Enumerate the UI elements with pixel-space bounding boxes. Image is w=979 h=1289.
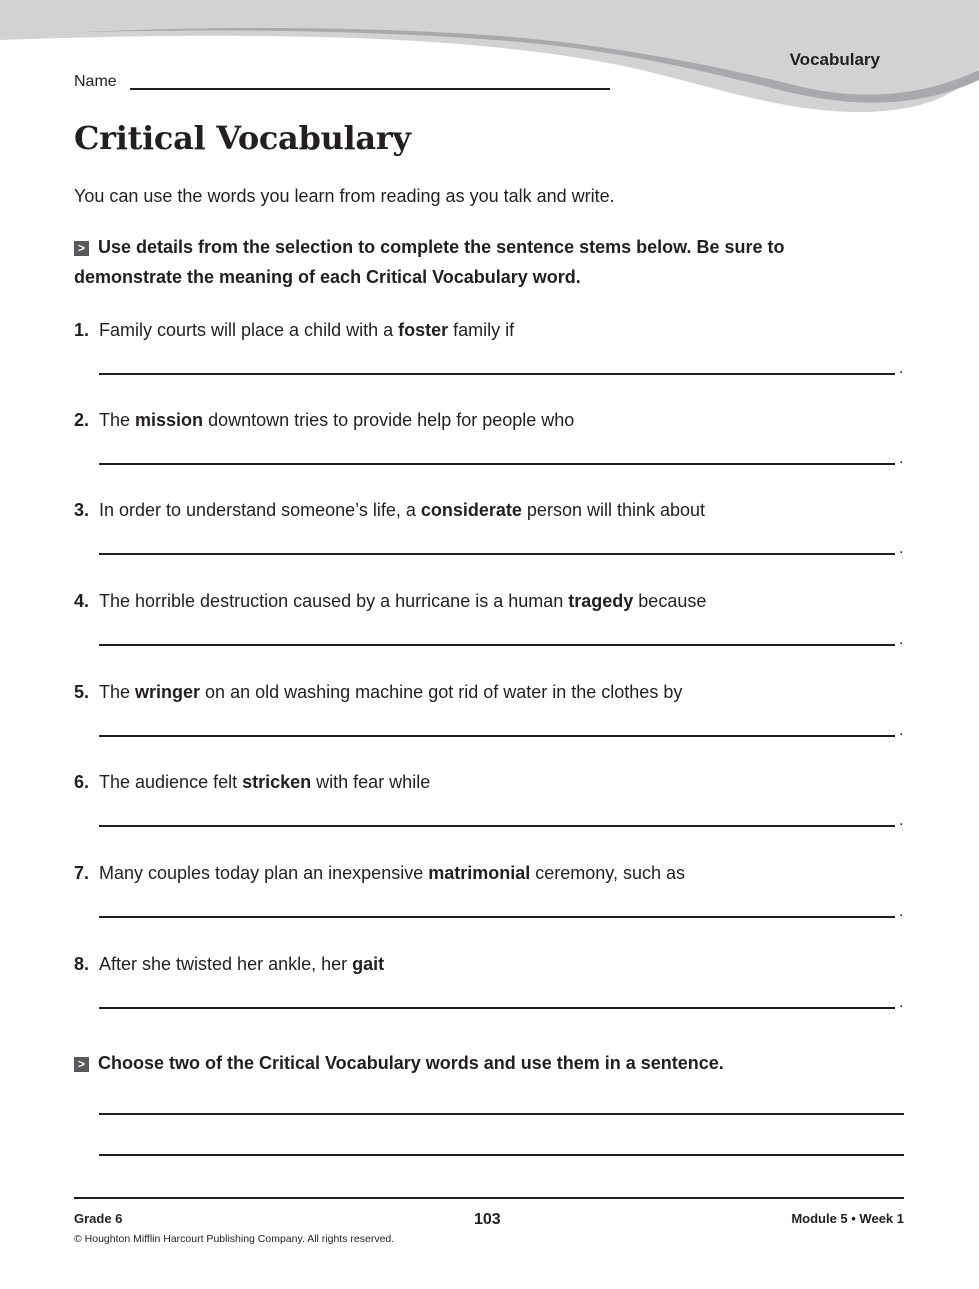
- list-item: [74, 772, 914, 852]
- answer-line[interactable]: [99, 644, 895, 646]
- vocab-word: stricken: [242, 772, 312, 792]
- vocab-word: tragedy: [568, 591, 634, 611]
- period: .: [899, 812, 904, 829]
- item-text-after: family if: [448, 320, 515, 340]
- intro-text: You can use the words you learn from reading as you talk and write.: [74, 186, 615, 206]
- answer-line[interactable]: [99, 916, 895, 918]
- item-text-before: Many couples today plan an inexpensive: [99, 863, 429, 883]
- item-text: [99, 320, 514, 341]
- list-item: [74, 320, 914, 400]
- item-text-before: The horrible destruction caused by a hurricane is a human: [99, 591, 569, 611]
- answer-line[interactable]: [99, 1007, 895, 1009]
- item-number: 1.: [74, 320, 90, 340]
- answer-line[interactable]: [99, 373, 895, 375]
- list-item: [74, 682, 914, 762]
- answer-line[interactable]: [99, 825, 895, 827]
- item-text-before: The: [99, 410, 136, 430]
- item-number: 2.: [74, 410, 90, 430]
- instruction-2-text: Choose two of the Critical Vocabulary words and use them in a sentence.: [98, 1053, 724, 1073]
- period: .: [899, 903, 904, 920]
- instruction-2: [74, 1048, 794, 1078]
- page-number: 103: [474, 1211, 501, 1228]
- list-item: [74, 591, 914, 671]
- arrow-icon: >: [74, 241, 89, 256]
- vocab-word: matrimonial: [428, 863, 531, 883]
- name-label: Name: [74, 73, 117, 90]
- vocab-word: considerate: [420, 500, 522, 520]
- vocab-word: gait: [352, 954, 385, 974]
- item-text-before: In order to understand someone’s life, a: [99, 500, 421, 520]
- item-text: [99, 591, 706, 612]
- sentence-answer-line[interactable]: [99, 1154, 904, 1156]
- period: .: [899, 360, 904, 377]
- sentence-answer-line[interactable]: [99, 1113, 904, 1115]
- item-number: 7.: [74, 863, 90, 883]
- item-text: [99, 954, 384, 975]
- item-text-after: on an old washing machine got rid of water in the clothes by: [200, 682, 683, 702]
- item-text-before: The: [99, 682, 136, 702]
- item-text: [99, 410, 574, 431]
- period: .: [899, 540, 904, 557]
- item-number: 6.: [74, 772, 90, 792]
- list-item: [74, 500, 914, 580]
- arrow-icon: >: [74, 1057, 89, 1072]
- name-input-line[interactable]: [130, 88, 610, 90]
- period: .: [899, 450, 904, 467]
- list-item: [74, 410, 914, 490]
- item-text-before: The audience felt: [99, 772, 243, 792]
- period: .: [899, 631, 904, 648]
- item-number: 3.: [74, 500, 90, 520]
- period: .: [899, 994, 904, 1011]
- period: .: [899, 722, 904, 739]
- item-number: 4.: [74, 591, 90, 611]
- vocab-word: mission: [135, 410, 204, 430]
- item-text-before: After she twisted her ankle, her: [99, 954, 353, 974]
- item-text-after: with fear while: [311, 772, 431, 792]
- item-text: [99, 500, 705, 521]
- answer-line[interactable]: [99, 463, 895, 465]
- list-item: [74, 863, 914, 943]
- item-text-after: person will think about: [521, 500, 706, 520]
- copyright: © Houghton Mifflin Harcourt Publishing Company. All rights reserved.: [74, 1233, 395, 1245]
- item-text: [99, 863, 685, 884]
- vocab-word: foster: [398, 320, 449, 340]
- item-text-before: Family courts will place a child with a: [99, 320, 399, 340]
- item-number: 8.: [74, 954, 90, 974]
- vocab-word: wringer: [135, 682, 201, 702]
- footer-module: Module 5 • Week 1: [791, 1211, 904, 1226]
- footer-grade: Grade 6: [74, 1211, 123, 1226]
- item-text: [99, 682, 682, 703]
- instruction-1: [74, 232, 794, 292]
- page-title: Critical Vocabulary: [74, 119, 411, 157]
- name-row: [74, 73, 614, 93]
- item-text-after: downtown tries to provide help for people who: [203, 410, 575, 430]
- item-text-after: because: [633, 591, 707, 611]
- answer-line[interactable]: [99, 735, 895, 737]
- item-text-after: ceremony, such as: [530, 863, 685, 883]
- section-label: Vocabulary: [789, 50, 880, 69]
- list-item: [74, 954, 914, 1034]
- answer-line[interactable]: [99, 553, 895, 555]
- item-text: [99, 772, 430, 793]
- instruction-1-text: Use details from the selection to complete the sentence stems below. Be sure to demonstrate the meaning of each Critical Vocabulary word.: [74, 237, 785, 287]
- footer-divider: [74, 1197, 904, 1199]
- item-number: 5.: [74, 682, 90, 702]
